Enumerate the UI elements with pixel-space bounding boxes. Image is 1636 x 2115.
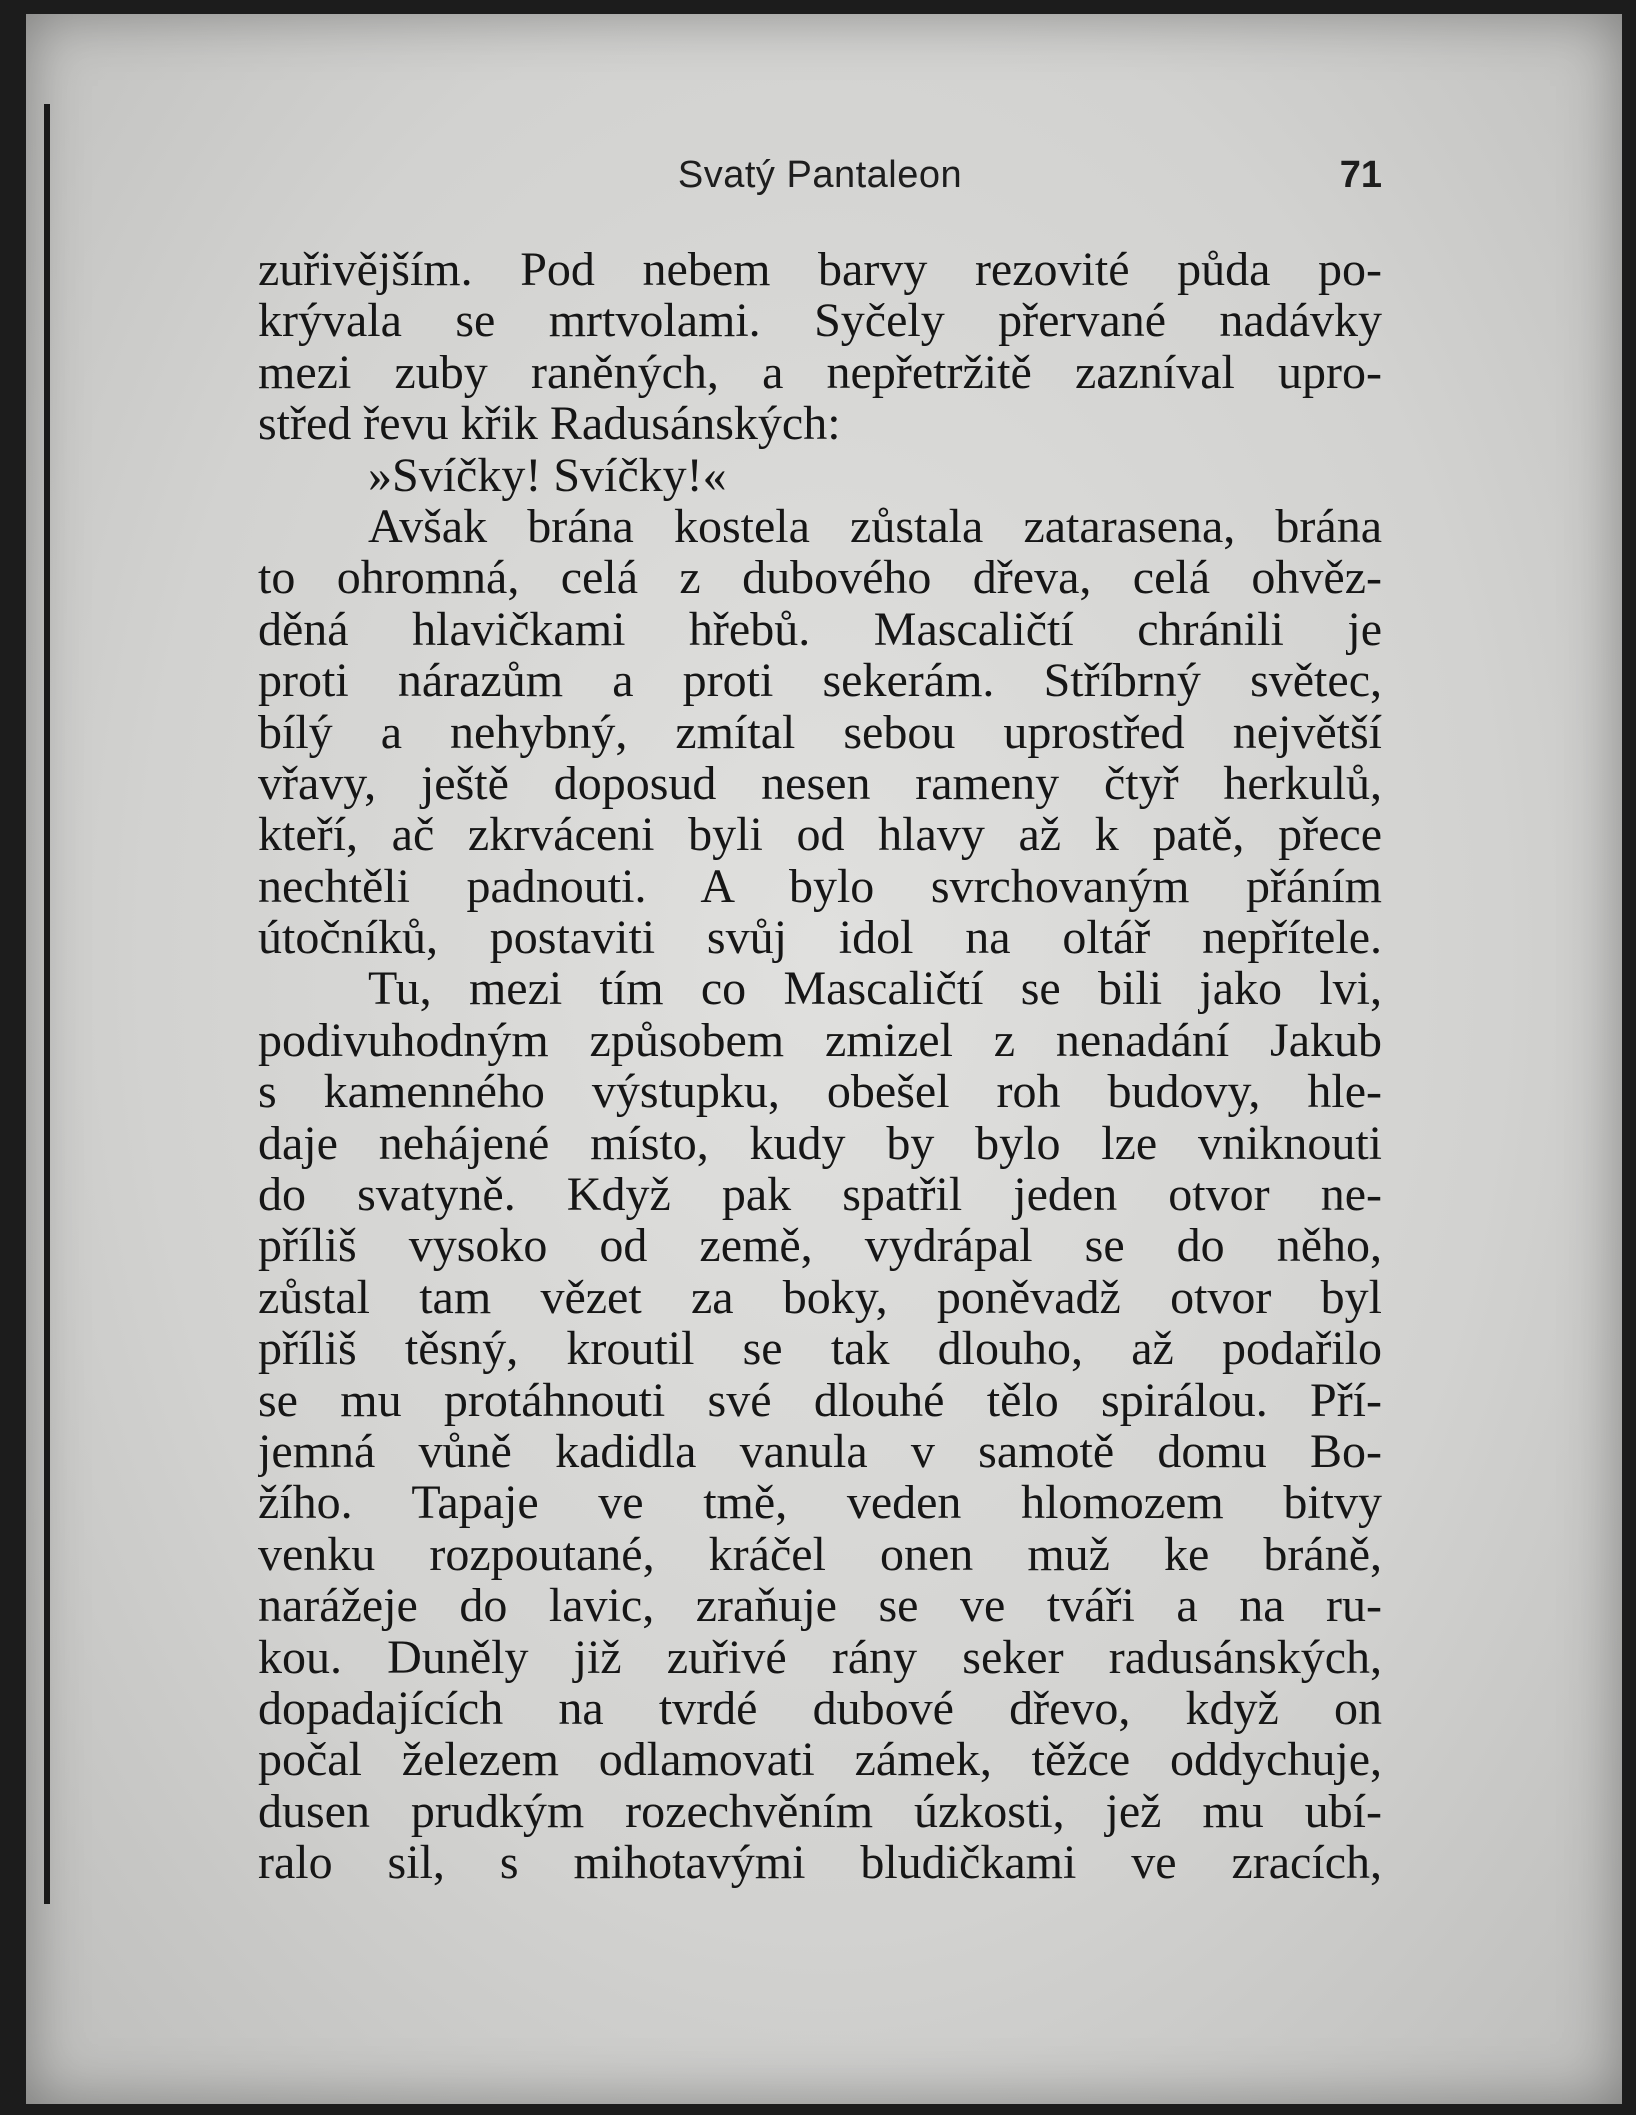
text-line: dopadajících na tvrdé dubové dřevo, když on bbox=[258, 1682, 1382, 1735]
text-line: vřavy, ještě doposud nesen rameny čtyř herkulů, bbox=[258, 757, 1382, 810]
text-line: mezi zuby raněných, a nepřetržitě zazníval upro- bbox=[258, 346, 1382, 399]
text-line: proti nárazům a proti sekerám. Stříbrný světec, bbox=[258, 655, 1382, 707]
text-line: zůstal tam vězet za boky, poněvadž otvor byl bbox=[258, 1271, 1382, 1324]
text-line: kteří, ač zkrváceni byli od hlavy až k patě, přece bbox=[258, 809, 1382, 861]
text-line: příliš vysoko od země, vydrápal se do něho, bbox=[258, 1220, 1382, 1272]
text-line: »Svíčky! Svíčky!« bbox=[368, 449, 727, 501]
running-title: Svatý Pantaleon bbox=[677, 154, 963, 196]
text-line: bílý a nehybný, zmítal sebou uprostřed největší bbox=[258, 706, 1382, 758]
text-line: dusen prudkým rozechvěním úzkosti, jež mu ubí- bbox=[258, 1785, 1382, 1838]
binding-edge bbox=[44, 104, 50, 1904]
text-line: střed řevu křik Radusánských: bbox=[258, 398, 841, 450]
text-line: kou. Duněly již zuřivé rány seker radusánských, bbox=[258, 1631, 1382, 1683]
text-line: Tu, mezi tím co Mascaličtí se bili jako lvi, bbox=[368, 963, 1382, 1015]
text-line: zuřivějším. Pod nebem barvy rezovité půda po- bbox=[258, 244, 1382, 296]
text-line: útočníků, postaviti svůj idol na oltář nepřítele. bbox=[258, 912, 1382, 964]
page-number: 71 bbox=[1339, 154, 1382, 196]
text-line: nechtěli padnouti. A bylo svrchovaným přáním bbox=[258, 860, 1382, 913]
text-line: narážeje do lavic, zraňuje se ve tváři a na ru- bbox=[258, 1580, 1382, 1632]
text-line: do svatyně. Když pak spatřil jeden otvor ne- bbox=[258, 1169, 1382, 1221]
text-line: příliš těsný, kroutil se tak dlouho, až podařilo bbox=[258, 1323, 1382, 1375]
text-line: venku rozpoutané, kráčel onen muž ke bráně, bbox=[258, 1528, 1382, 1581]
text-line: krývala se mrtvolami. Syčely přervané nadávky bbox=[258, 295, 1382, 347]
text-line: ralo sil, s mihotavými bludičkami ve zracích, bbox=[258, 1837, 1382, 1889]
text-line: s kamenného výstupku, obešel roh budovy, hle- bbox=[258, 1066, 1382, 1118]
text-line: děná hlavičkami hřebů. Mascaličtí chránili je bbox=[258, 603, 1382, 656]
text-line: počal železem odlamovati zámek, těžce oddychuje, bbox=[258, 1734, 1382, 1786]
text-line: se mu protáhnouti své dlouhé tělo spirálou. Pří- bbox=[258, 1374, 1382, 1426]
book-page bbox=[26, 14, 1622, 2104]
text-line: jemná vůně kadidla vanula v samotě domu Bo- bbox=[258, 1425, 1382, 1478]
text-line: podivuhodným způsobem zmizel z nenadání Jakub bbox=[258, 1014, 1382, 1067]
body-text bbox=[258, 244, 1382, 1889]
text-line: Avšak brána kostela zůstala zatarasena, brána bbox=[368, 500, 1382, 553]
text-line: daje nehájené místo, kudy by bylo lze vniknouti bbox=[258, 1117, 1382, 1170]
text-line: žího. Tapaje ve tmě, veden hlomozem bitvy bbox=[258, 1477, 1382, 1529]
page-header bbox=[258, 154, 1382, 206]
text-line: to ohromná, celá z dubového dřeva, celá ohvěz- bbox=[258, 552, 1382, 604]
